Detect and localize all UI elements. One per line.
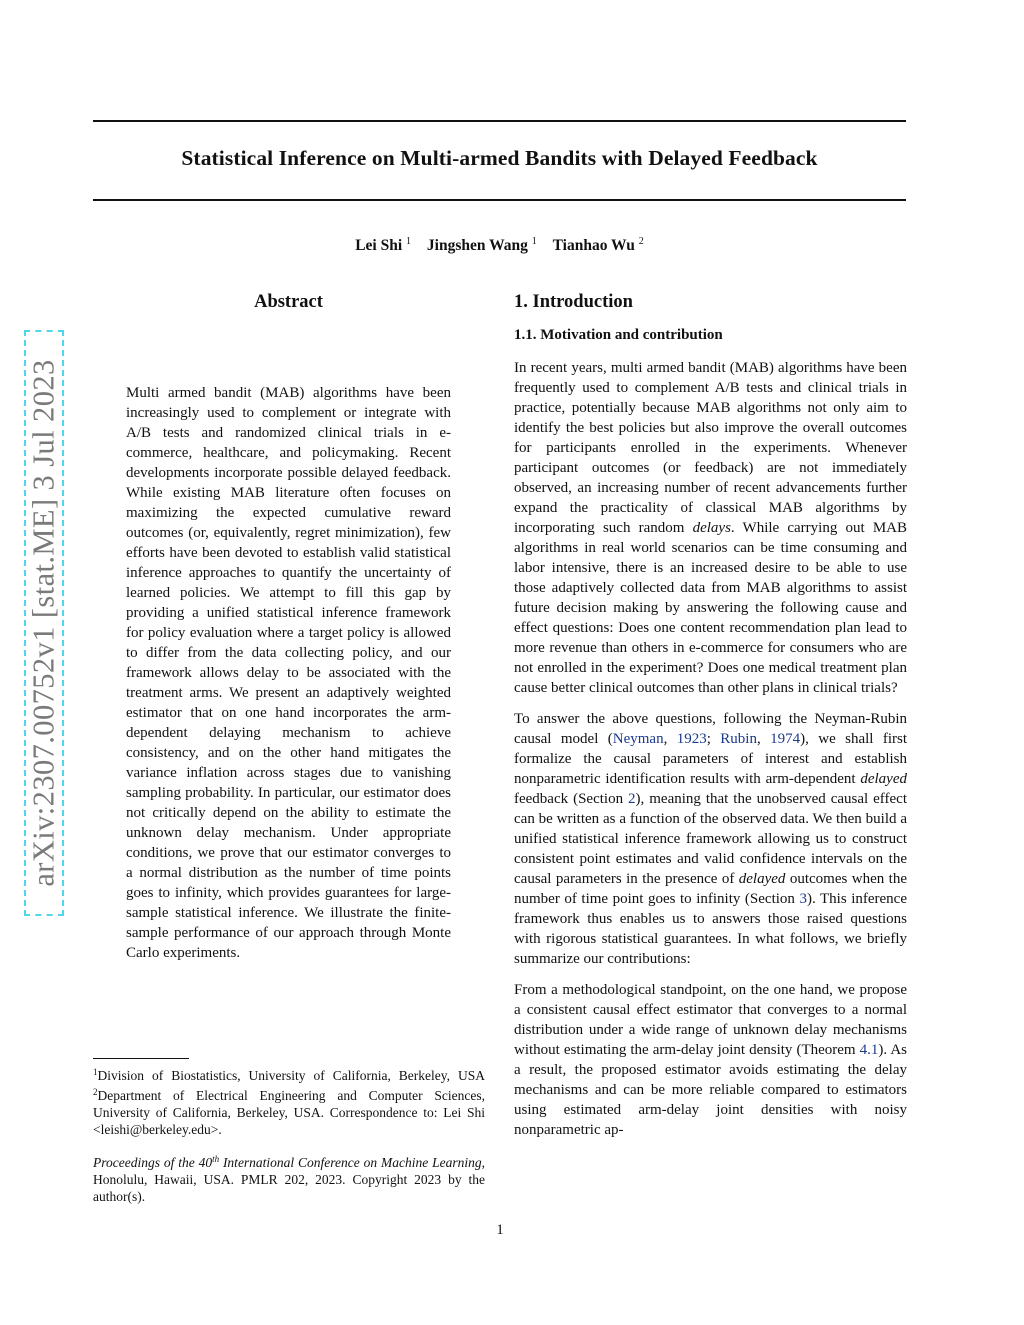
arxiv-stamp[interactable]: arXiv:2307.00752v1 [stat.ME] 3 Jul 2023 bbox=[26, 359, 61, 887]
paragraph: To answer the above questions, following the Neyman-Rubin causal model (Neyman, 1923; Rubin, 1974), we shall first formalize the causal parameters of interest and establish nonparametric identification results with arm-dependent delayed feedback (Section 2), meaning that the unobserved causal effect can be written as a function of the observed data. We then build a unified statistical inference framework allowing us to construct consistent point estimates and valid confidence intervals on the causal parameters in the presence of delayed outcomes when the number of time point goes to infinity (Section 3). This inference framework thus enables us to answers those raised questions with rigorous statistical guarantees. In what follows, we briefly summarize our contributions: bbox=[514, 711, 908, 967]
author: Tianhao Wu $^2$ bbox=[552, 236, 644, 254]
theorem-ref-link[interactable]: 4.1 bbox=[859, 1042, 879, 1058]
citation-link[interactable]: 1923 bbox=[676, 731, 707, 747]
paper-title: Statistical Inference on Multi-armed Bandits with Delayed Feedback bbox=[181, 146, 818, 170]
introduction-body bbox=[514, 358, 907, 1151]
footnotes bbox=[93, 1064, 485, 1218]
abstract-text: Multi armed bandit (MAB) algorithms have been increasingly used to complement or integrate with A/B tests and randomized clinical trials in e-commerce, healthcare, and policymaking. Recent developments incorporate possible delayed feedback. While existing MAB literature often focuses on maximizing the expected cumulative reward outcomes (or, equivalently, regret minimization), few efforts have been devoted to establish valid statistical inference approaches to quantify the uncertainty of learned policies. We attempt to fill this gap by providing a unified statistical inference framework for policy evaluation where a target policy is allowed to differ from the data collecting policy, and our framework allows delay to be associated with the treatment arms. We present an adaptively weighted estimator that on one hand incorporates the arm-dependent delaying mechanism to achieve consistency, and on the other hand mitigates the variance inflation across stages due to vanishing sampling probability. In particular, our estimator does not critically depend on the ability to estimate the unknown delay mechanism. Under appropriate conditions, we prove that our estimator converges to a normal distribution as the number of time points goes to infinity, which provides guarantees for large-sample statistical inference. We illustrate the finite-sample performance of our approach through Monte Carlo experiments. bbox=[126, 385, 451, 961]
author-list bbox=[93, 236, 906, 255]
section-ref-link[interactable]: 2 bbox=[628, 791, 636, 807]
citation-link[interactable]: Rubin bbox=[720, 731, 757, 747]
paragraph: In recent years, multi armed bandit (MAB) algorithms have been frequently used to complement A/B tests and clinical trials in practice, potentially because MAB algorithms not only aim to identify the best policies but also improve the overall outcomes for participants enrolled in the experiments. Whenever participant outcomes (or feedback) are not immediately observed, an increasing number of recent advancements further expand the practicality of classical MAB algorithms by incorporating such random delays. While carrying out MAB algorithms in real world scenarios can be time consuming and labor intensive, there is an increased desire to be able to use those adaptively collected data from MAB algorithms to assist future decision making by answering the following cause and effect questions: Does one content recommendation plan lead to more revenue than others in e-commerce for consumers who are not enrolled in the experiment? Does one medical treatment plan cause better clinical outcomes than other plans in clinical trials? bbox=[514, 360, 907, 696]
page-number: 1 bbox=[496, 1222, 504, 1238]
paragraph: From a methodological standpoint, on the one hand, we propose a consistent causal effect estimator that converges to a normal distribution under a wide range of unknown delay mechanisms without estimating the arm-delay joint density (Theorem 4.1). As a result, the proposed estimator avoids estimating the delay mechanisms and can be more reliable compared to estimators using estimated arm-delay joint densities with noisy nonparametric ap- bbox=[514, 982, 907, 1138]
proceedings-footnote: Proceedings of the 40th International Conference on Machine Learning, Honolulu, Hawaii, USA. PMLR 202, 2023. Copyright 2023 by the author(s). bbox=[93, 1154, 485, 1204]
author: Lei Shi $^1$ bbox=[355, 236, 412, 254]
title-rule-top bbox=[93, 120, 906, 122]
section-heading: 1. Introduction bbox=[514, 292, 633, 312]
subsection-heading: 1.1. Motivation and contribution bbox=[514, 327, 723, 343]
affiliation-footnote: $^1$Division of Biostatistics, University of California, Berkeley, USA $^2$Department of Electrical Engineering and Computer Sciences, University of California, Berkeley, USA. Correspondence to: Lei Shi <leishi@berkeley.edu>. bbox=[93, 1067, 485, 1137]
footnote-rule bbox=[93, 1058, 189, 1059]
abstract-heading: Abstract bbox=[254, 292, 323, 312]
citation-link[interactable]: Neyman bbox=[612, 731, 664, 747]
title-rule-bottom bbox=[93, 199, 906, 201]
citation-link[interactable]: 1974 bbox=[770, 731, 801, 747]
author: Jingshen Wang $^1$ bbox=[426, 236, 537, 254]
section-ref-link[interactable]: 3 bbox=[799, 891, 807, 907]
